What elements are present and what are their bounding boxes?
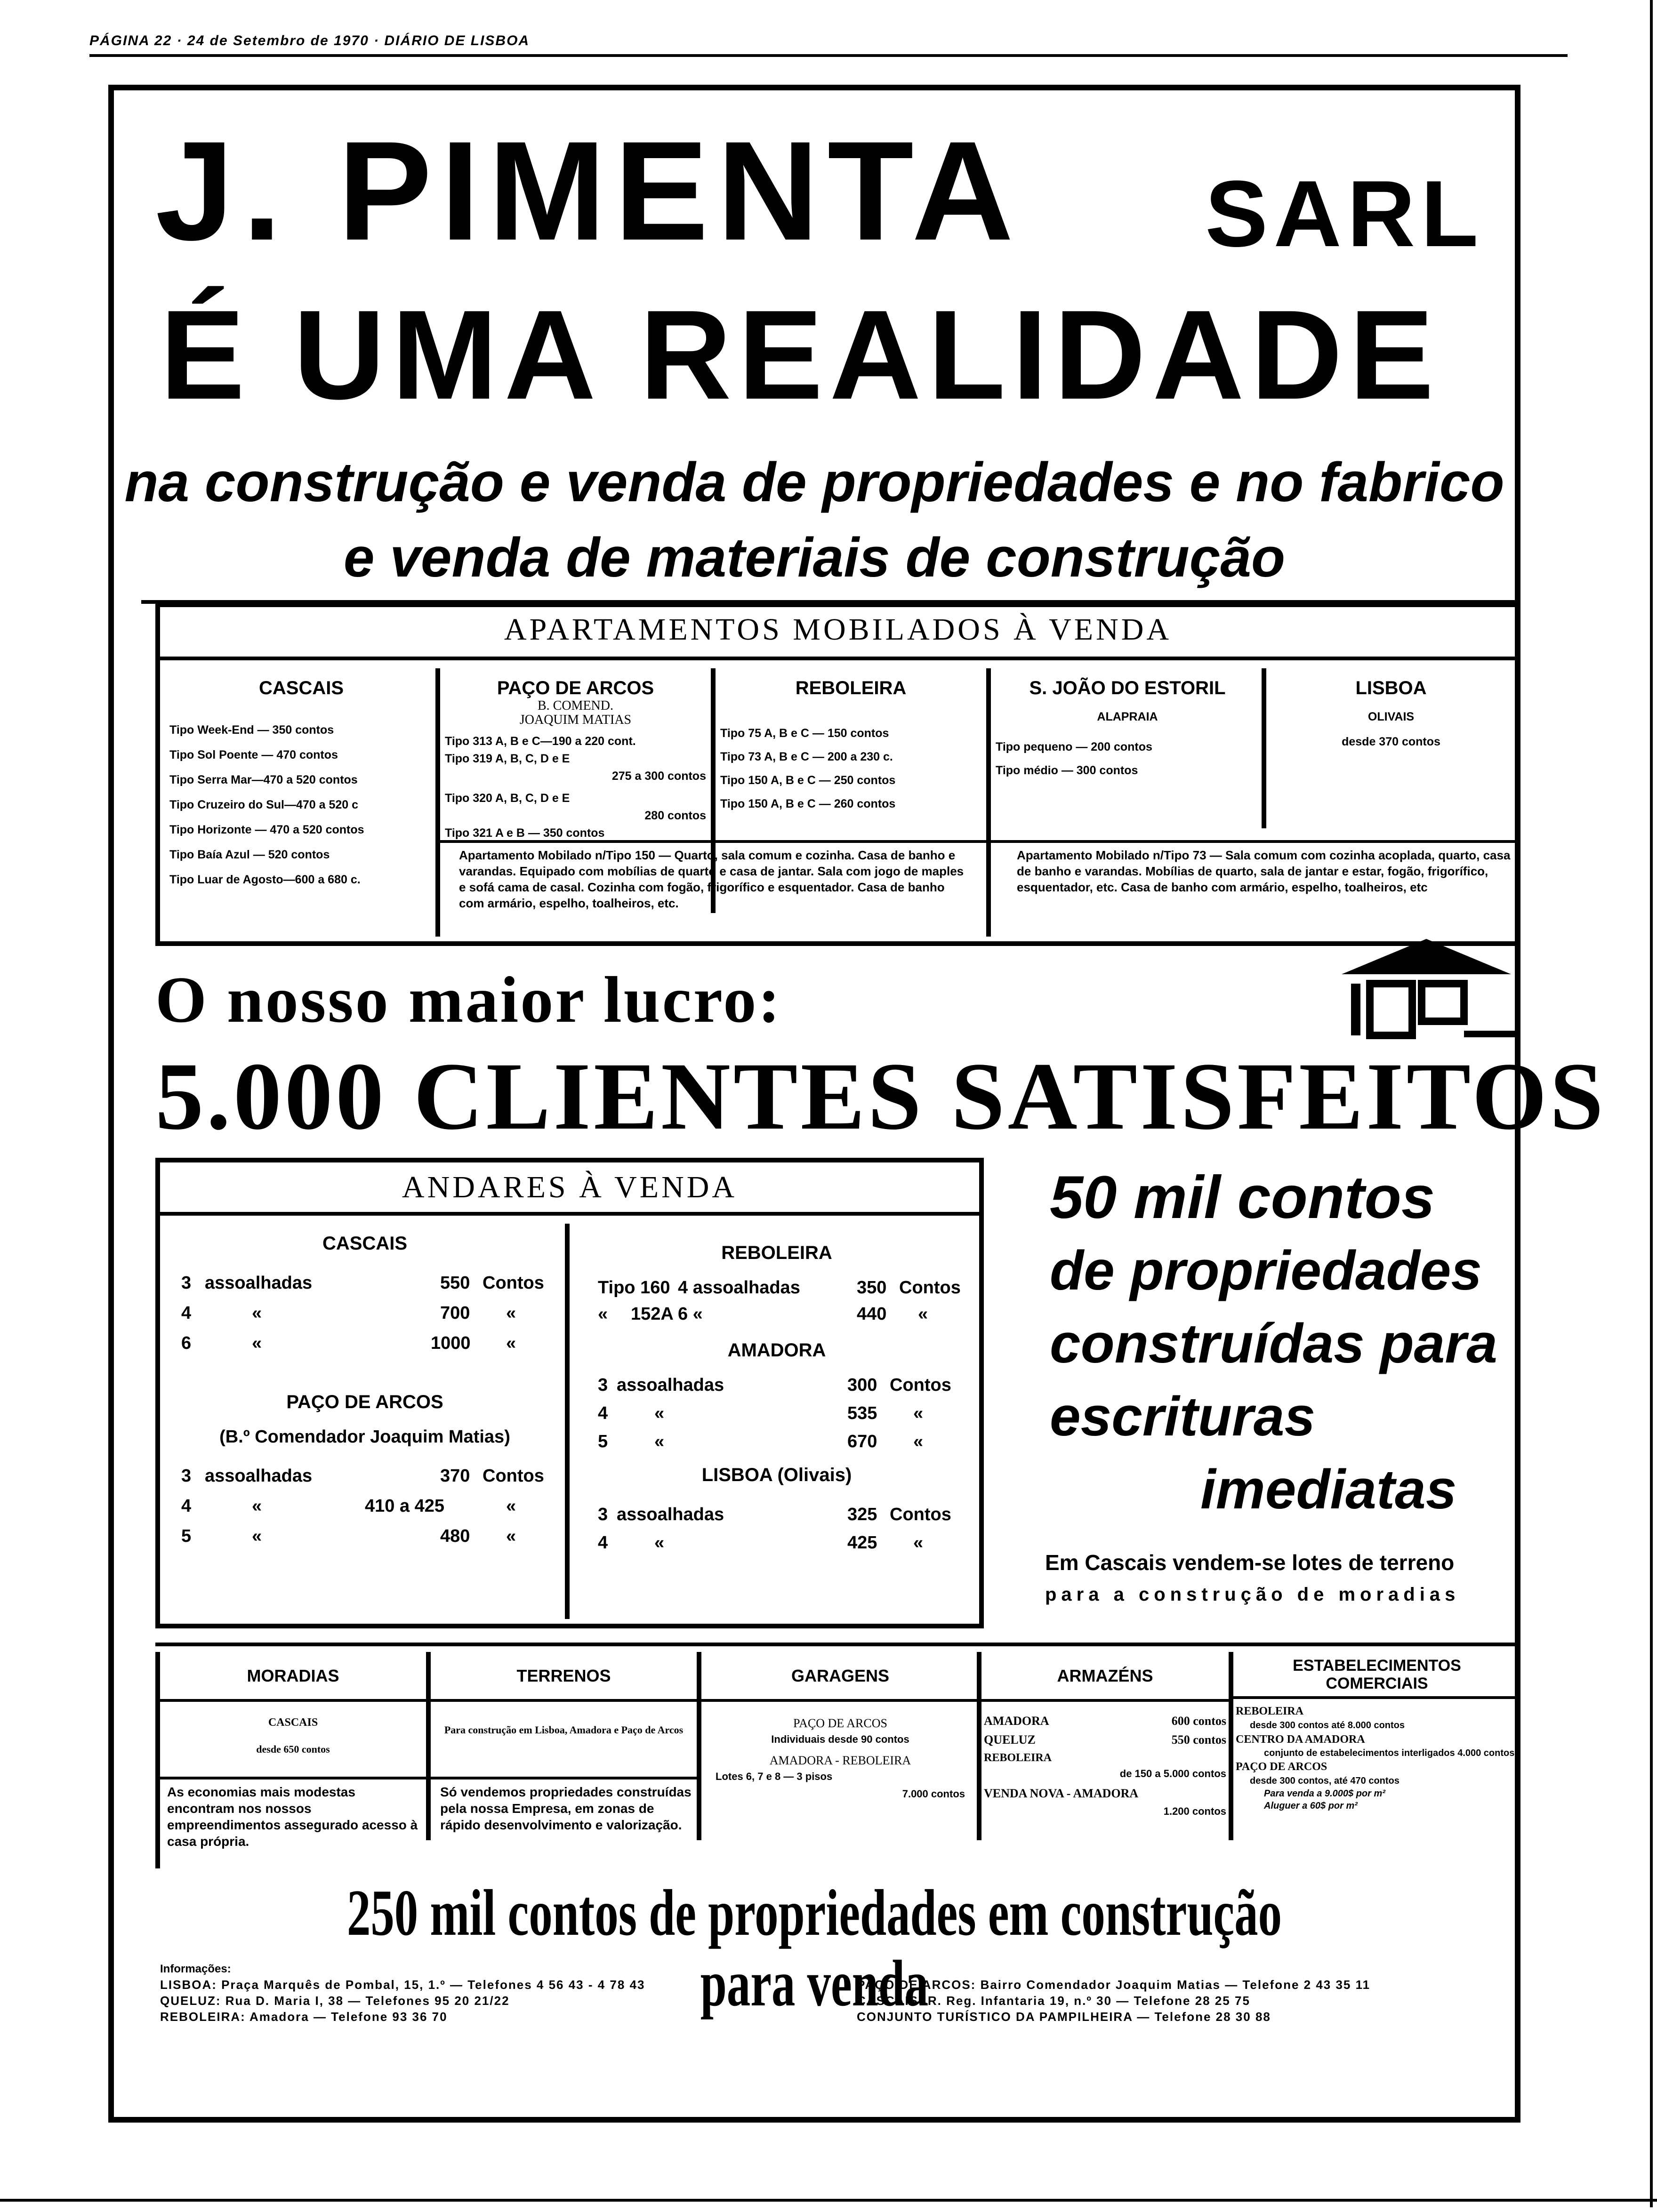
andares-cascais-rows [181, 1273, 548, 1363]
andares-lisboa-rows [588, 1505, 965, 1561]
headline-subline1: na construção e venda de propriedades e no fabrico [124, 451, 1504, 513]
estab-lines [1236, 1704, 1518, 1812]
table-row: 3 assoalhadas 550 Contos [181, 1273, 544, 1293]
table-row: QUELUZ 550 contos [984, 1733, 1226, 1747]
apt-paco-title: PAÇO DE ARCOS [497, 678, 654, 698]
list-item: Tipo Sol Poente — 470 contos [169, 748, 338, 761]
list-item: desde 300 contos até 8.000 contos [1250, 1720, 1405, 1731]
list-item: Tipo Luar de Agosto—600 a 680 c. [169, 873, 361, 886]
apt-cascais [169, 678, 433, 892]
apt-sjoao-title: S. JOÃO DO ESTORIL [1029, 678, 1226, 698]
moradias-sub: CASCAIS [268, 1716, 318, 1729]
list-item: conjunto de estabelecimentos interligados 4.000 contos [1264, 1748, 1515, 1758]
estab-title2: COMERCIAIS [1326, 1675, 1428, 1692]
terrenos-text: Para construção em Lisboa, Amadora e Paço de Arcos [444, 1724, 684, 1736]
list-item: 280 contos [644, 809, 706, 822]
side-line4: escrituras [1050, 1386, 1316, 1448]
bottom-div-3 [977, 1652, 981, 1840]
apt-sjoao-list [996, 735, 1259, 782]
table-row: 5 « 480 « [181, 1526, 516, 1546]
apt-notes-rule-right [991, 840, 1516, 843]
table-row: 3 assoalhadas 370 Contos [181, 1466, 544, 1486]
andares-title: ANDARES À VENDA [402, 1170, 738, 1204]
table-row: 4 « 410 a 425 « [181, 1496, 516, 1516]
side-lotes1: Em Cascais vendem-se lotes de terreno [1045, 1550, 1455, 1575]
andares-paco-rows [181, 1466, 548, 1556]
list-item: Tipo 75 A, B e C — 150 contos [720, 727, 889, 740]
table-row: de 150 a 5.000 contos [1119, 1768, 1226, 1779]
list-item: PAÇO DE ARCOS [1236, 1761, 1327, 1773]
table-row: 4 « 535 « [598, 1403, 924, 1423]
apt-lisboa [1271, 678, 1511, 751]
apt-divider-1 [435, 668, 440, 937]
garagens-l4: Lotes 6, 7 e 8 — 3 pisos [716, 1771, 833, 1782]
apt-divider-4 [1262, 668, 1266, 828]
andares-paco-title: PAÇO DE ARCOS [286, 1392, 443, 1412]
table-row: « 152A 6 « 440 « [598, 1304, 928, 1324]
list-item: Para venda a 9.000$ por m² [1264, 1788, 1385, 1799]
table-row: REBOLEIRA [984, 1752, 1052, 1764]
garagens-title: GARAGENS [791, 1666, 890, 1685]
garagens-l2: Individuais desde 90 contos [771, 1733, 909, 1745]
list-item: REBOLEIRA [1236, 1705, 1304, 1717]
page-bottom-rule [0, 2199, 1657, 2202]
andares-reboleira-rows [588, 1278, 965, 1330]
table-row: 5 « 670 « [598, 1432, 924, 1451]
list-item: Tipo Horizonte — 470 a 520 contos [169, 823, 364, 836]
andares-lisboa-title: LISBOA (Olivais) [701, 1465, 852, 1485]
apt-note-left: Apartamento Mobilado n/Tipo 150 — Quarto, sala comum e cozinha. Casa de banho e varandas. Equipado com mobílias de quarto e casa de jantar. Sala com jogo de maples e sofá cama de casal. Cozinha com fogão, frigorífico e esquentador. Casa de banho com armário, espelho, toalheiros, etc. [459, 848, 964, 910]
andares-cascais-title: CASCAIS [322, 1233, 408, 1254]
footer-right [857, 1977, 1516, 2025]
list-item: Tipo Serra Mar—470 a 520 contos [169, 773, 358, 786]
footer-line: REBOLEIRA: Amadora — Telefone 93 36 70 [160, 2010, 448, 2024]
list-item: desde 300 contos, até 470 contos [1250, 1776, 1400, 1786]
apt-notes-rule-left [438, 840, 986, 843]
apt-sjoao-subtitle: ALAPRAIA [1097, 710, 1158, 723]
apt-divider-3 [986, 668, 991, 937]
page-header: PÁGINA 22 · 24 de Setembro de 1970 · DIÁRIO DE LISBOA [89, 33, 530, 48]
list-item: Tipo 150 A, B e C — 250 contos [720, 774, 896, 787]
apt-paco [445, 678, 706, 842]
table-row: Tipo 160 4 assoalhadas 350 Contos [598, 1278, 961, 1298]
side-line1: 50 mil contos [1050, 1164, 1435, 1231]
andares-paco-subtitle: (B.º Comendador Joaquim Matias) [219, 1427, 510, 1447]
headline-line2: É UMA REALIDADE [160, 284, 1441, 426]
apt-lisboa-title: LISBOA [1355, 678, 1427, 698]
table-row: 1.200 contos [1163, 1805, 1226, 1817]
table-row: AMADORA 600 contos [984, 1714, 1226, 1728]
side-line5: imediatas [1200, 1459, 1457, 1521]
estab-title1: ESTABELECIMENTOS [1293, 1657, 1461, 1675]
list-item: Tipo Cruzeiro do Sul—470 a 520 c [169, 798, 359, 811]
list-item: Tipo 150 A, B e C — 260 contos [720, 797, 896, 810]
moradias-note: As economias mais modestas encontram nos nossos empreendimentos assegurado acesso à casa própria. [167, 1785, 418, 1849]
bottom-div-1 [426, 1652, 431, 1840]
list-item: Tipo 321 A e B — 350 contos [445, 826, 605, 840]
list-item: Tipo 320 A, B, C, D e E [445, 792, 570, 805]
apt-cascais-list [169, 718, 433, 892]
andares-divider [565, 1224, 570, 1619]
bottom-div-2 [697, 1652, 701, 1840]
apt-note-right: Apartamento Mobilado n/Tipo 73 — Sala comum com cozinha acoplada, quarto, casa de banho e varandas. Mobílias de quarto, sala de jantar e estar, fogão, frigorífico, esquentador, etc. Casa de banho com armário, espelho, toalheiros, etc [1017, 848, 1511, 894]
list-item: Tipo 319 A, B, C, D e E [445, 752, 570, 765]
terrenos-note: Só vendemos propriedades construídas pela nossa Empresa, em zonas de rápido desenvolvimento e valorização. [440, 1785, 692, 1832]
list-item: Tipo Week-End — 350 contos [169, 723, 334, 737]
list-item: Aluguer a 60$ por m² [1264, 1801, 1358, 1811]
footer-line: CONJUNTO TURÍSTICO DA PAMPILHEIRA — Telefone 28 30 88 [857, 2010, 1271, 2024]
apt-sjoao [996, 678, 1259, 782]
apartamentos-title-rule [155, 657, 1520, 660]
apt-paco-subtitle2: JOAQUIM MATIAS [519, 713, 632, 727]
footer-info-label: Informações: [160, 1963, 231, 1975]
lucro-line1: O nosso maior lucro: [155, 963, 782, 1036]
armazens-title: ARMAZÉNS [1057, 1666, 1153, 1685]
terrenos-col [433, 1666, 694, 1741]
side-line2: de propriedades [1050, 1240, 1482, 1302]
company-suffix: SARL [1205, 161, 1484, 266]
list-item: Tipo médio — 300 contos [996, 764, 1138, 777]
table-row: 6 « 1000 « [181, 1333, 516, 1353]
footer-line: QUELUZ: Rua D. Maria I, 38 — Telefones 95 20 21/22 [160, 1994, 510, 2008]
garagens-col [706, 1666, 974, 1803]
jp-logo [1332, 937, 1520, 1050]
bottom-div-4 [1229, 1652, 1233, 1840]
table-row: 3 assoalhadas 325 Contos [598, 1505, 951, 1524]
armazens-rows [984, 1714, 1226, 1824]
side-lotes2: para a construção de moradias [1045, 1584, 1460, 1605]
moradias-title: MORADIAS [247, 1666, 339, 1685]
garagens-l3: AMADORA - REBOLEIRA [769, 1754, 911, 1767]
headline-subline2: e venda de materiais de construção [343, 527, 1286, 589]
footer-line: CASCAIS: R. Reg. Infantaria 19, n.º 30 — Telefone 28 25 75 [857, 1994, 1250, 2008]
table-row: 4 « 700 « [181, 1303, 516, 1323]
apt-cascais-title: CASCAIS [258, 678, 344, 698]
garagens-l5: 7.000 contos [902, 1788, 965, 1800]
apt-lisboa-subtitle: OLIVAIS [1367, 710, 1415, 723]
list-item: Tipo Baía Azul — 520 contos [169, 848, 330, 861]
andares-amadora-rows [588, 1375, 965, 1460]
apt-paco-subtitle1: B. COMEND. [537, 698, 613, 713]
apt-reboleira [720, 678, 981, 816]
andares-title-rule [155, 1212, 984, 1216]
estab-title-rule [1229, 1696, 1518, 1699]
footer-big: 250 mil contos de propriedades em construção para venda [346, 1876, 1282, 2020]
moradias-text: desde 650 contos [256, 1743, 330, 1755]
table-row: 3 assoalhadas 300 Contos [598, 1375, 951, 1395]
list-item: 275 a 300 contos [611, 769, 706, 783]
apartamentos-title: APARTAMENTOS MOBILADOS À VENDA [504, 612, 1172, 647]
list-item: CENTRO DA AMADORA [1236, 1733, 1365, 1746]
list-item: Tipo pequeno — 200 contos [996, 740, 1152, 753]
moradias-col [162, 1666, 424, 1755]
apt-lisboa-item: desde 370 contos [1342, 735, 1440, 748]
footer-left [160, 1977, 866, 2025]
garagens-l1: PAÇO DE ARCOS [793, 1716, 887, 1730]
andares-left [181, 1233, 548, 1556]
andares-reboleira-title: REBOLEIRA [721, 1242, 832, 1263]
bottom-rule-top [155, 1643, 1520, 1646]
page-right-rule [1650, 0, 1653, 2207]
list-item: Tipo 313 A, B e C—190 a 220 cont. [445, 735, 636, 748]
moradias-note-rule [160, 1777, 426, 1779]
list-item: Tipo 73 A, B e C — 200 a 230 c. [720, 750, 893, 763]
armazens-col [984, 1666, 1226, 1824]
apt-reboleira-title: REBOLEIRA [795, 678, 907, 698]
apt-paco-list [445, 733, 706, 842]
footer-line: PAÇO DE ARCOS: Bairro Comendador Joaquim Matias — Telefone 2 43 35 11 [857, 1978, 1371, 1992]
andares-right [588, 1242, 965, 1561]
terrenos-title: TERRENOS [516, 1666, 611, 1685]
lucro-line2: 5.000 CLIENTES SATISFEITOS [155, 1043, 1607, 1150]
table-row: 4 « 425 « [598, 1533, 924, 1553]
andares-amadora-title: AMADORA [727, 1340, 826, 1361]
apt-reboleira-list [720, 721, 981, 816]
header-rule [89, 54, 1568, 57]
side-line3: construídas para [1050, 1313, 1497, 1375]
estab-col [1236, 1657, 1518, 1812]
company-name: J. PIMENTA [155, 112, 1022, 270]
footer-line: LISBOA: Praça Marquês de Pombal, 15, 1.º — Telefones 4 56 43 - 4 78 43 [160, 1978, 645, 1992]
table-row: VENDA NOVA - AMADORA [984, 1787, 1139, 1800]
apartamentos-title-rule-top [141, 600, 1520, 604]
terrenos-note-rule [428, 1777, 699, 1779]
